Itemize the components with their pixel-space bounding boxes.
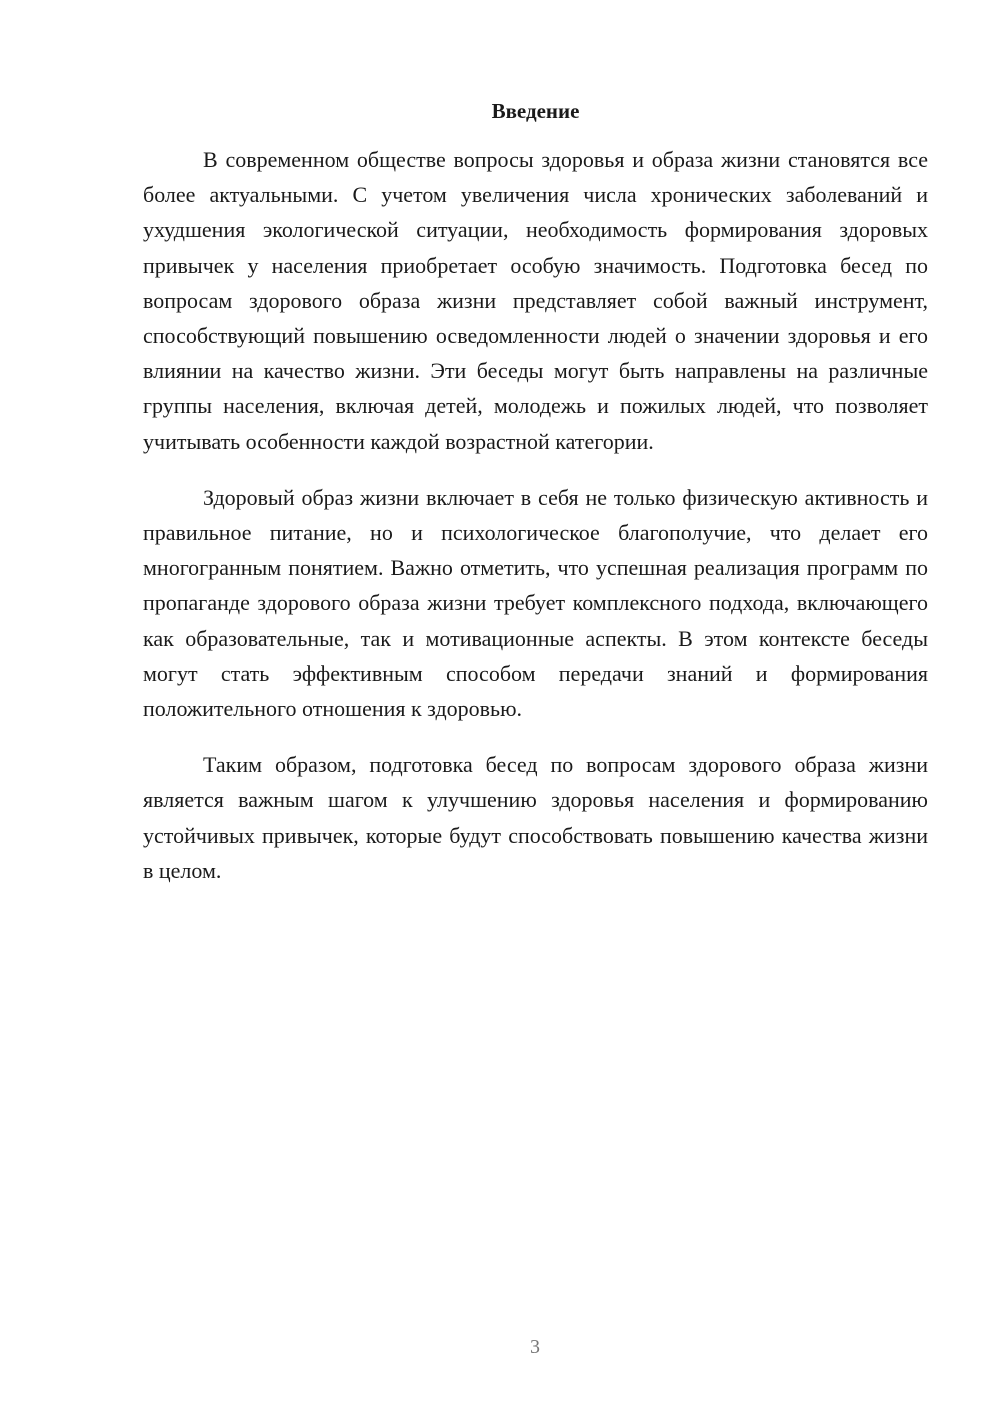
body-text — [143, 142, 928, 909]
paragraph-3: Таким образом, подготовка бесед по вопросам здорового образа жизни является важным шагом к улучшению здоровья населения и формированию устойчивых привычек, которые будут способствовать повышению качества жизни в целом. — [143, 752, 928, 883]
section-heading: Введение — [491, 99, 580, 123]
paragraph-2: Здоровый образ жизни включает в себя не только физическую активность и правильное питание, но и психологическое благополучие, что делает его многогранным понятием. Важно отметить, что успешная реализация программ по пропаганде здорового образа жизни требует комплексного подхода, включающего как образовательные, так и мотивационные аспекты. В этом контексте беседы могут стать эффективным способом передачи знаний и формирования положительного отношения к здоровью. — [143, 484, 928, 722]
page-number: 3 — [530, 1336, 540, 1358]
paragraph-1: В современном обществе вопросы здоровья и образа жизни становятся все более актуальными. С учетом увеличения числа хронических заболеваний и ухудшения экологической ситуации, необходимость формирования здоровых привычек у населения приобретает особую значимость. Подготовка бесед по вопросам здорового образа жизни представляет собой важный инструмент, способствующий повышению осведомленности людей о значении здоровья и его влиянии на качество жизни. Эти беседы могут быть направлены на различные группы населения, включая детей, молодежь и пожилых людей, что позволяет учитывать особенности каждой возрастной категории. — [143, 147, 928, 454]
